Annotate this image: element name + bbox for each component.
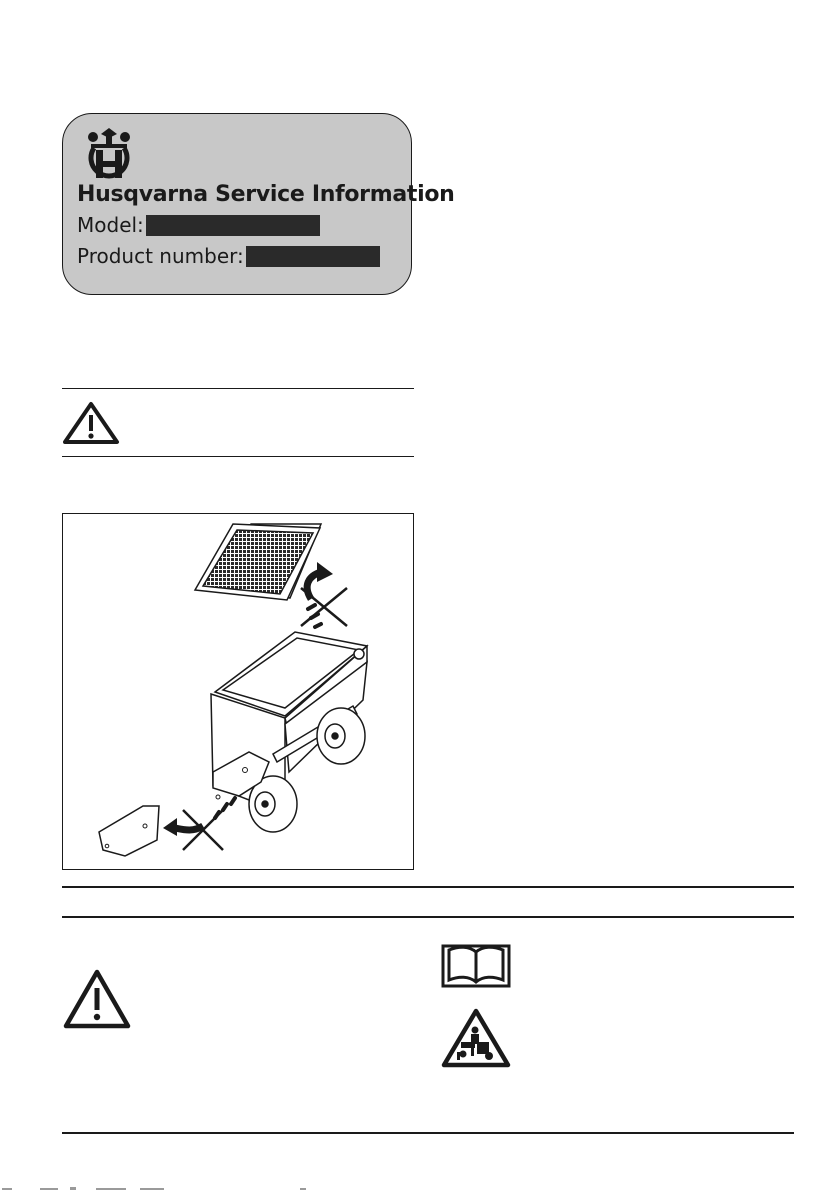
model-label: Model: xyxy=(77,213,144,237)
model-redaction xyxy=(146,215,320,236)
warning-bottom-rule xyxy=(62,456,414,457)
section-header-rule xyxy=(62,916,794,918)
spreader-illustration xyxy=(62,513,414,870)
service-info-title: Husqvarna Service Information xyxy=(77,182,455,207)
warning-top-rule xyxy=(62,388,414,389)
warning-triangle-icon xyxy=(62,968,132,1030)
page-bottom-rule xyxy=(62,1132,794,1134)
spreader-drawing xyxy=(63,514,412,868)
service-info-card xyxy=(62,113,455,295)
scan-marks xyxy=(0,1186,330,1192)
model-line xyxy=(77,213,320,237)
husqvarna-logo-icon xyxy=(77,128,141,190)
product-number-redaction xyxy=(246,246,380,267)
warning-triangle-icon xyxy=(62,401,120,445)
open-book-icon xyxy=(441,942,511,988)
bystander-hazard-icon xyxy=(441,1008,511,1068)
product-number-line xyxy=(77,244,380,268)
rear-wheel xyxy=(317,708,365,764)
section-top-rule xyxy=(62,886,794,888)
product-number-label: Product number: xyxy=(77,244,244,268)
